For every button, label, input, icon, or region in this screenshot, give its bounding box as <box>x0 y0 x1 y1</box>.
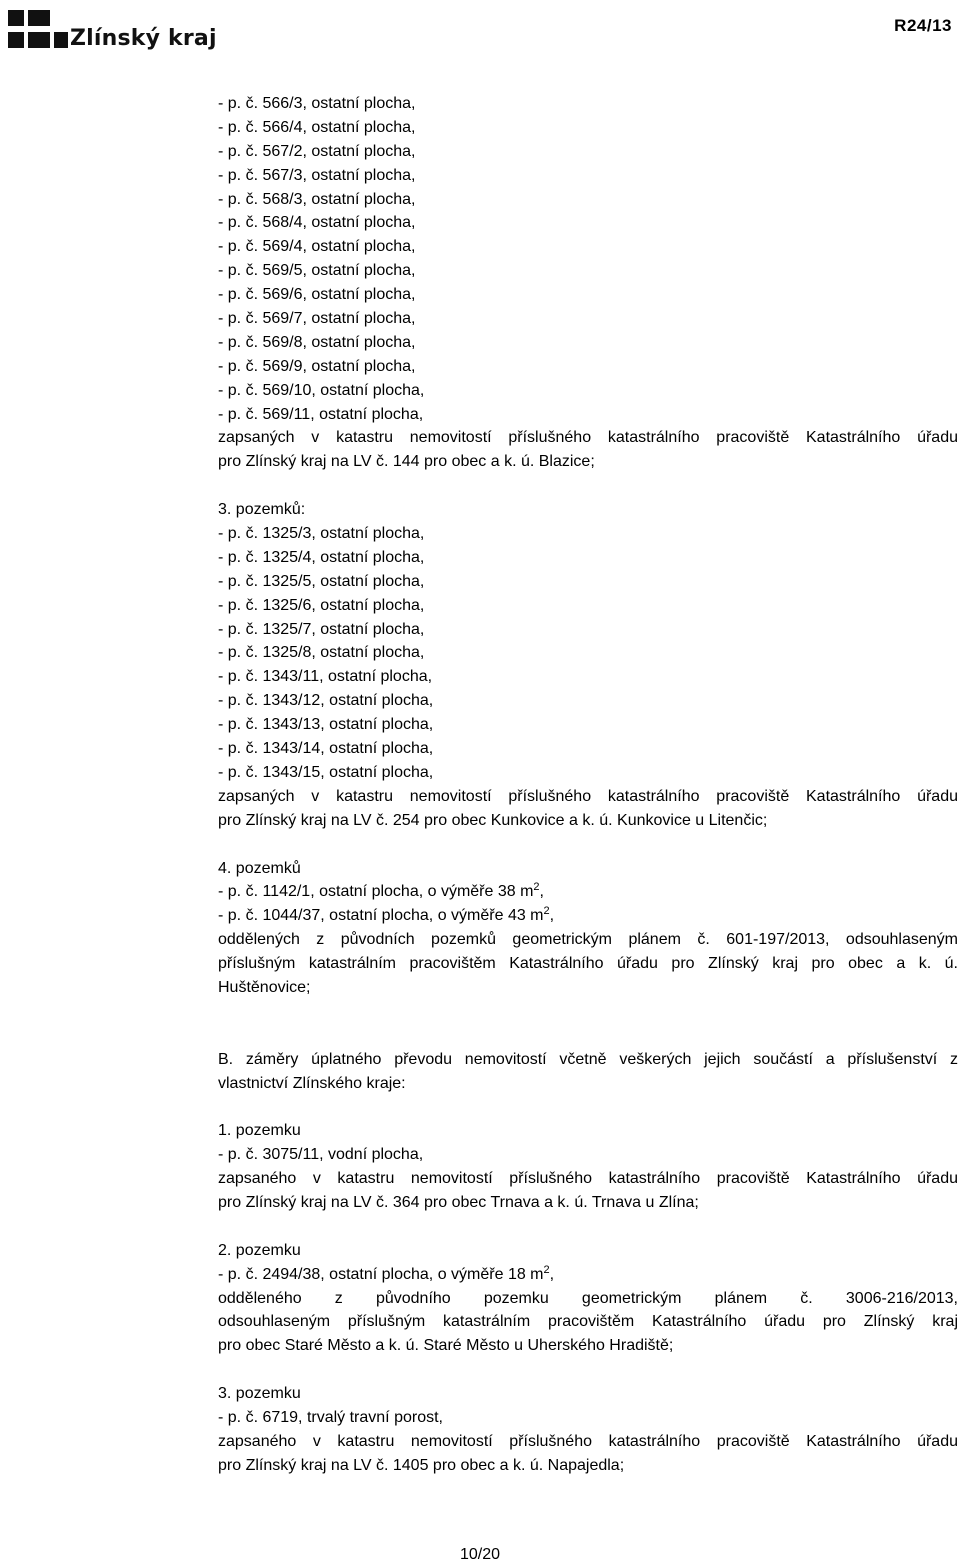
list-item: - p. č. 3075/11, vodní plocha, <box>218 1146 424 1164</box>
list-item: - p. č. 569/8, ostatní plocha, <box>218 333 416 351</box>
parcel-list-kunkovice <box>218 522 958 785</box>
paragraph-line: příslušným katastrálním pracovištěm Katastrálního úřadu pro Zlínský kraj pro obec a k. ú. <box>218 955 958 973</box>
list-item: - p. č. 1343/15, ostatní plocha, <box>218 763 434 781</box>
list-item: - p. č. 1343/14, ostatní plocha, <box>218 740 434 758</box>
paragraph-line: zapsaného v katastru nemovitostí příslušného katastrálního pracoviště Katastrálního úřadu <box>218 1432 958 1450</box>
list-item: - p. č. 569/9, ostatní plocha, <box>218 357 416 375</box>
logo-square-icon <box>54 32 68 48</box>
list-item: - p. č. 1325/8, ostatní plocha, <box>218 644 425 662</box>
section-b-heading: B. záměry úplatného převodu nemovitostí včetně veškerých jejich součástí a příslušenství z <box>218 1050 958 1068</box>
list-item: - p. č. 1142/1, ostatní plocha, o výměře 38 $m^2$, <box>218 881 544 901</box>
section-b-heading: vlastnictví Zlínského kraje: <box>218 1074 406 1092</box>
paragraph-line: odděleného z původního pozemku geometrickým plánem č. 3006-216/2013, <box>218 1289 958 1307</box>
list-item: - p. č. 1325/6, ostatní plocha, <box>218 596 425 614</box>
paragraph-line: pro Zlínský kraj na LV č. 364 pro obec Trnava a k. ú. Trnava u Zlína; <box>218 1193 699 1211</box>
list-item: - p. č. 566/3, ostatní plocha, <box>218 95 416 112</box>
list-item: - p. č. 569/4, ostatní plocha, <box>218 238 416 256</box>
paragraph-line: odsouhlaseným příslušným katastrálním pracovištěm Katastrálního úřadu pro Zlínský kraj <box>218 1313 958 1331</box>
list-item: - p. č. 567/2, ostatní plocha, <box>218 142 416 160</box>
paragraph-line: oddělených z původních pozemků geometrickým plánem č. 601-197/2013, odsouhlaseným <box>218 931 958 949</box>
paragraph-line: pro Zlínský kraj na LV č. 144 pro obec a k. ú. Blazice; <box>218 453 595 471</box>
list-item: - p. č. 1325/7, ostatní plocha, <box>218 620 425 638</box>
list-item: - p. č. 2494/38, ostatní plocha, o výměře 18 $m^2$, <box>218 1263 555 1283</box>
section-heading: 4. pozemků <box>218 859 301 877</box>
list-item: - p. č. 567/3, ostatní plocha, <box>218 166 416 184</box>
list-item: - p. č. 569/10, ostatní plocha, <box>218 381 425 399</box>
list-item: - p. č. 1325/5, ostatní plocha, <box>218 572 425 590</box>
section-heading: 1. pozemku <box>218 1122 301 1140</box>
paragraph-line: zapsaných v katastru nemovitostí příslušného katastrálního pracoviště Katastrálního úřadu <box>218 429 958 447</box>
list-item: - p. č. 6719, trvalý travní porost, <box>218 1409 443 1426</box>
list-item: - p. č. 569/5, ostatní plocha, <box>218 262 416 280</box>
paragraph-line: zapsaného v katastru nemovitostí příslušného katastrálního pracoviště Katastrálního úřadu <box>218 1170 958 1188</box>
page-number: 10/20 <box>459 1546 501 1563</box>
list-item: - p. č. 568/4, ostatní plocha, <box>218 214 416 232</box>
section-heading: 3. pozemku <box>218 1385 301 1403</box>
paragraph-line: zapsaných v katastru nemovitostí příslušného katastrálního pracoviště Katastrálního úřadu <box>218 787 958 805</box>
document-body <box>218 92 958 1478</box>
list-item: - p. č. 1343/11, ostatní plocha, <box>218 668 433 686</box>
paragraph-line: pro obec Staré Město a k. ú. Staré Město u Uherského Hradiště; <box>218 1337 674 1355</box>
list-item: - p. č. 566/4, ostatní plocha, <box>218 118 416 136</box>
logo-square-icon <box>8 32 24 48</box>
document-number: R24/13 <box>894 16 952 35</box>
list-item: - p. č. 569/11, ostatní plocha, <box>218 405 424 423</box>
logo-square-icon <box>28 32 50 48</box>
paragraph-line: pro Zlínský kraj na LV č. 254 pro obec Kunkovice a k. ú. Kunkovice u Litenčic; <box>218 811 768 829</box>
list-item: - p. č. 1044/37, ostatní plocha, o výměře 43 $m^2$, <box>218 905 555 925</box>
parcel-list-blazice <box>218 92 958 426</box>
list-item: - p. č. 569/6, ostatní plocha, <box>218 286 416 304</box>
list-item: - p. č. 568/3, ostatní plocha, <box>218 190 416 208</box>
logo-square-icon <box>8 10 24 26</box>
list-item: - p. č. 1343/13, ostatní plocha, <box>218 716 434 734</box>
list-item: - p. č. 1325/4, ostatní plocha, <box>218 548 425 566</box>
list-item: - p. č. 1343/12, ostatní plocha, <box>218 692 434 710</box>
section-heading: 2. pozemku <box>218 1241 301 1259</box>
paragraph-line: pro Zlínský kraj na LV č. 1405 pro obec a k. ú. Napajedla; <box>218 1456 625 1474</box>
logo-square-icon <box>28 10 50 26</box>
list-item: - p. č. 569/7, ostatní plocha, <box>218 310 416 328</box>
logo-text: Zlínský kraj <box>70 26 217 51</box>
paragraph-line: Huštěnovice; <box>218 978 311 996</box>
section-heading: 3. pozemků: <box>218 501 306 519</box>
zlinsky-kraj-logo <box>8 10 217 56</box>
list-item: - p. č. 1325/3, ostatní plocha, <box>218 525 425 543</box>
